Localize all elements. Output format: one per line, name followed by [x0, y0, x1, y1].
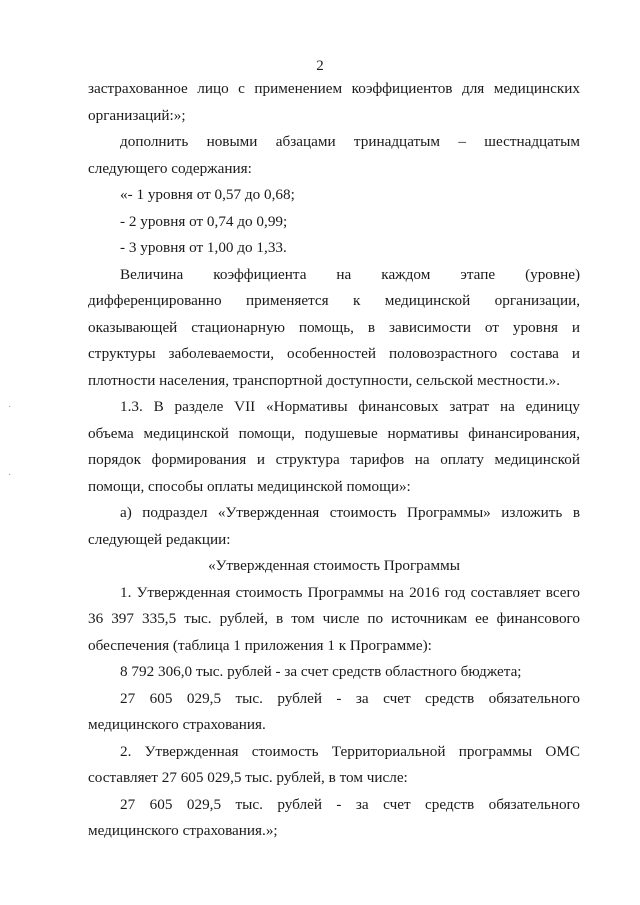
text-line: структуры заболеваемости, особенностей половозрастного состава и	[88, 345, 580, 362]
text-line: следующего содержания:	[88, 159, 252, 177]
text-line: 1.3. В разделе VII «Нормативы финансовых затрат на единицу	[120, 398, 580, 415]
scan-margin-mark: ·	[8, 402, 12, 413]
text-line: обеспечения (таблица 1 приложения 1 к Программе):	[88, 636, 432, 654]
text-line: 27 605 029,5 тыс. рублей - за счет средств обязательного	[120, 689, 580, 707]
text-line: организаций:»;	[88, 106, 186, 124]
text-line: составляет 27 605 029,5 тыс. рублей, в том числе:	[88, 769, 408, 786]
document-body	[88, 76, 580, 845]
text-line: - 2 уровня от 0,74 до 0,99;	[120, 212, 288, 230]
text-line: дифференцированно применяется к медицинской организации,	[88, 292, 580, 309]
text-line: объема медицинской помощи, подушевые нормативы финансирования,	[88, 424, 580, 442]
text-line: 8 792 306,0 тыс. рублей - за счет средств областного бюджета;	[120, 663, 522, 680]
text-line: дополнить новыми абзацами тринадцатым – шестнадцатым	[120, 133, 580, 150]
text-line: порядок формирования и структура тарифов на оплату медицинской	[88, 451, 580, 468]
text-line: плотности населения, транспортной доступности, сельской местности.».	[88, 371, 560, 389]
text-line: а) подраздел «Утвержденная стоимость Программы» изложить в	[120, 504, 580, 521]
text-line: 27 605 029,5 тыс. рублей - за счет средств обязательного	[120, 795, 580, 813]
page-number: 2	[316, 58, 324, 74]
text-line: оказывающей стационарную помощь, в зависимости от уровня и	[88, 318, 580, 336]
text-line: 36 397 335,5 тыс. рублей, в том числе по источникам ее финансового	[88, 610, 580, 627]
text-line: помощи, способы оплаты медицинской помощи»:	[88, 477, 411, 495]
text-line: «Утвержденная стоимость Программы	[208, 557, 460, 574]
text-line: медицинского страхования.	[88, 716, 266, 733]
text-line: «- 1 уровня от 0,57 до 0,68;	[120, 186, 295, 203]
text-line: 2. Утвержденная стоимость Территориальной программы ОМС	[120, 742, 580, 760]
text-line: Величина коэффициента на каждом этапе (уровне)	[120, 265, 580, 283]
text-line: медицинского страхования.»;	[88, 822, 278, 839]
scan-margin-mark: ·	[8, 470, 12, 481]
text-line: застрахованное лицо с применением коэффициентов для медицинских	[88, 80, 580, 97]
text-line: 1. Утвержденная стоимость Программы на 2016 год составляет всего	[120, 583, 580, 601]
text-line: - 3 уровня от 1,00 до 1,33.	[120, 239, 287, 256]
text-line: следующей редакции:	[88, 530, 231, 548]
